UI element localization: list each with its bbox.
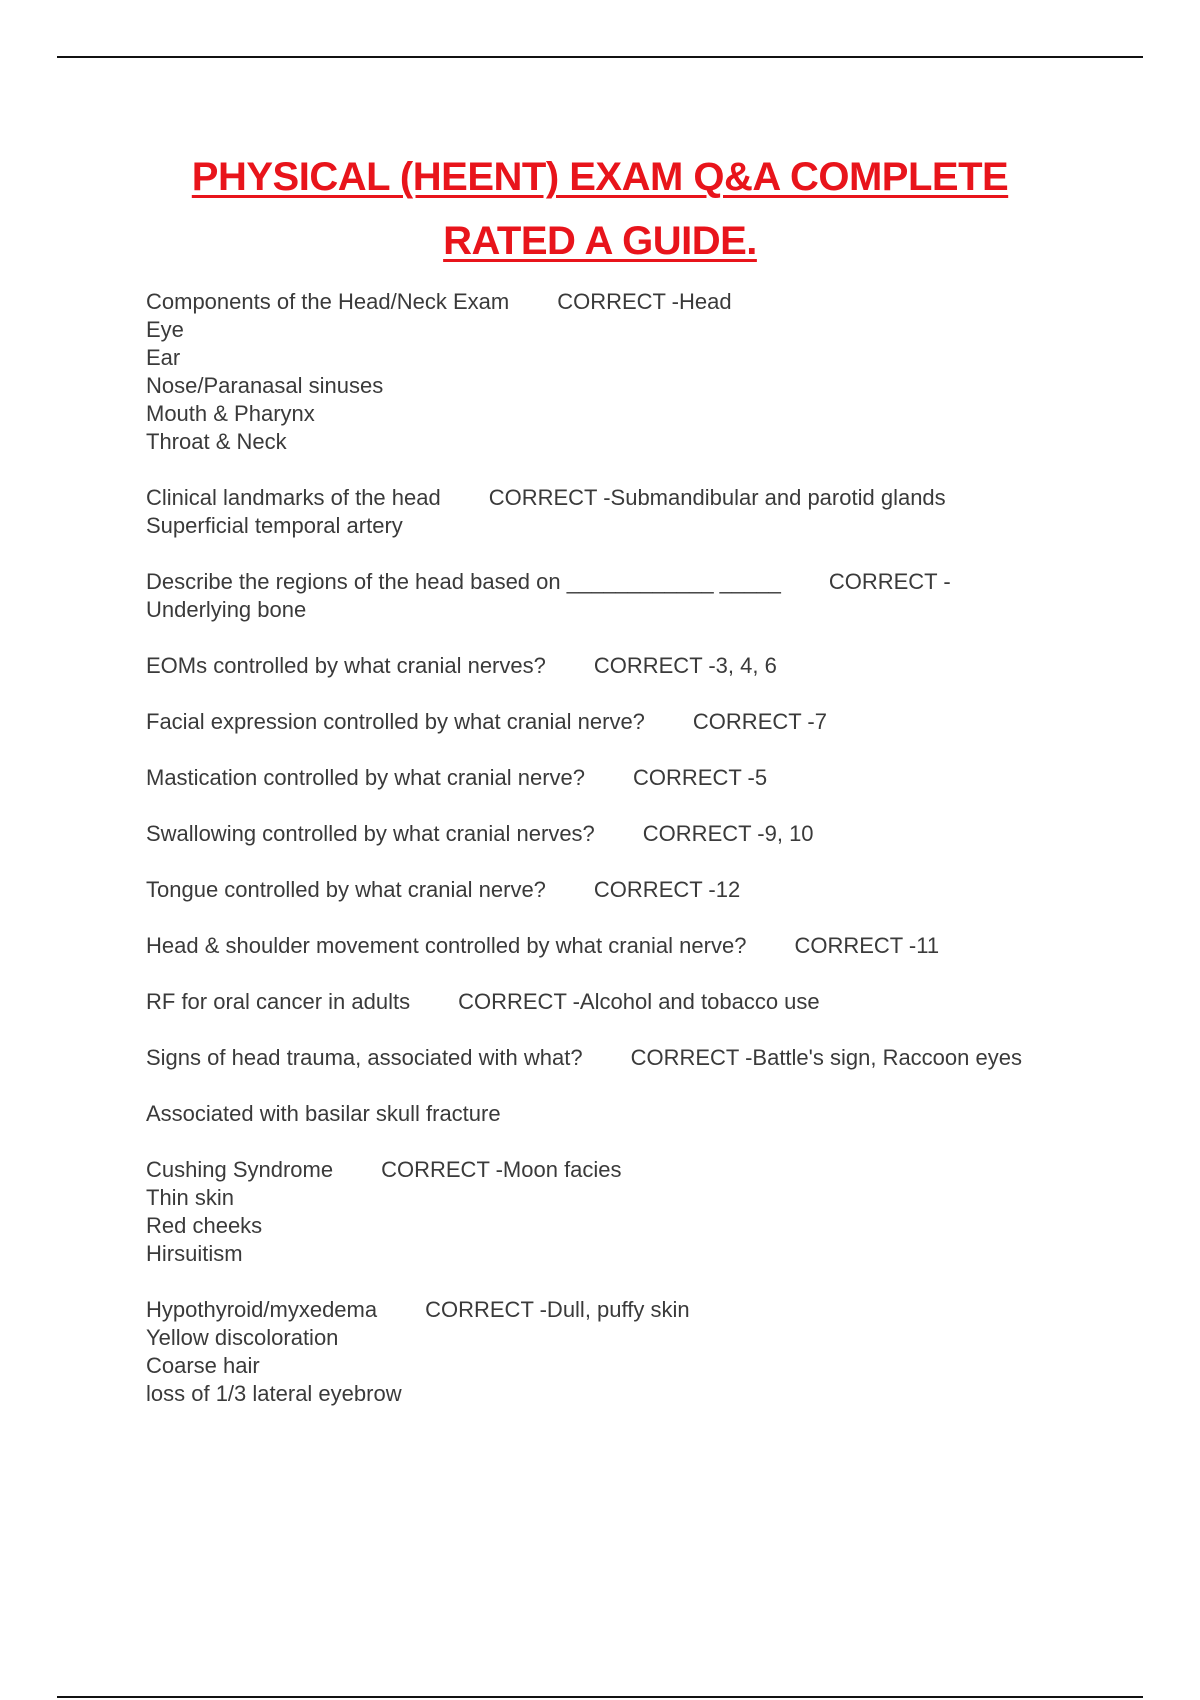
- answer-line: Throat & Neck: [146, 429, 287, 454]
- answer: CORRECT -11: [794, 933, 940, 958]
- qa-item: [146, 1044, 1066, 1072]
- answer-line: Ear: [146, 345, 181, 370]
- qa-item: [146, 1296, 1066, 1408]
- answer: CORRECT -Battle's sign, Raccoon eyes: [630, 1045, 1022, 1070]
- qa-item: [146, 484, 1066, 540]
- qa-item: [146, 708, 1066, 736]
- question: Signs of head trauma, associated with what?: [146, 1045, 583, 1070]
- answer: CORRECT -3, 4, 6: [593, 653, 777, 678]
- qa-item: [146, 1156, 1066, 1268]
- question: Swallowing controlled by what cranial nerves?: [146, 821, 595, 846]
- answer-line: Coarse hair: [146, 1353, 260, 1378]
- question: Cushing Syndrome: [146, 1157, 334, 1182]
- question: RF for oral cancer in adults: [146, 989, 411, 1014]
- title-line-2: RATED A GUIDE.: [443, 219, 757, 263]
- answer: CORRECT -: [828, 569, 951, 594]
- question: Tongue controlled by what cranial nerve?: [146, 877, 546, 902]
- question: Facial expression controlled by what cranial nerve?: [146, 709, 645, 734]
- question: Mastication controlled by what cranial nerve?: [146, 765, 586, 790]
- answer-line: Thin skin: [146, 1185, 235, 1210]
- question: Associated with basilar skull fracture: [146, 1101, 501, 1126]
- answer-line: Red cheeks: [146, 1213, 263, 1238]
- qa-item: [146, 764, 1066, 792]
- answer-line: Hirsuitism: [146, 1241, 243, 1266]
- answer: CORRECT -12: [593, 877, 741, 902]
- question: Clinical landmarks of the head: [146, 485, 441, 510]
- document-title: [0, 145, 1200, 273]
- answer-line: Eye: [146, 317, 184, 342]
- answer: CORRECT -7: [692, 709, 827, 734]
- answer: CORRECT -5: [633, 765, 768, 790]
- qa-item: [146, 876, 1066, 904]
- question: EOMs controlled by what cranial nerves?: [146, 653, 546, 678]
- answer: CORRECT -9, 10: [642, 821, 814, 846]
- answer: CORRECT -Alcohol and tobacco use: [458, 989, 820, 1014]
- answer-line: loss of 1/3 lateral eyebrow: [146, 1381, 402, 1406]
- qa-list: [146, 288, 1066, 1436]
- title-line-1: PHYSICAL (HEENT) EXAM Q&A COMPLETE: [191, 155, 1009, 199]
- top-rule: [57, 56, 1143, 58]
- question: Hypothyroid/myxedema: [146, 1297, 378, 1322]
- answer-line: Mouth & Pharynx: [146, 401, 315, 426]
- question: Describe the regions of the head based on ____________ _____: [146, 569, 781, 594]
- question: Head & shoulder movement controlled by what cranial nerve?: [146, 933, 747, 958]
- qa-item: [146, 652, 1066, 680]
- answer-line: Nose/Paranasal sinuses: [146, 373, 384, 398]
- qa-item: [146, 988, 1066, 1016]
- answer: CORRECT -Submandibular and parotid glands: [488, 485, 946, 510]
- answer: CORRECT -Moon facies: [381, 1157, 622, 1182]
- answer-line: Yellow discoloration: [146, 1325, 339, 1350]
- qa-item: [146, 1100, 1066, 1128]
- qa-item: [146, 932, 1066, 960]
- answer-line: Underlying bone: [146, 597, 307, 622]
- answer: CORRECT -Head: [557, 289, 732, 314]
- qa-item: [146, 288, 1066, 456]
- bottom-rule: [57, 1696, 1143, 1698]
- qa-item: [146, 820, 1066, 848]
- question: Components of the Head/Neck Exam: [146, 289, 510, 314]
- answer-line: Superficial temporal artery: [146, 513, 403, 538]
- qa-item: [146, 568, 1066, 624]
- answer: CORRECT -Dull, puffy skin: [425, 1297, 690, 1322]
